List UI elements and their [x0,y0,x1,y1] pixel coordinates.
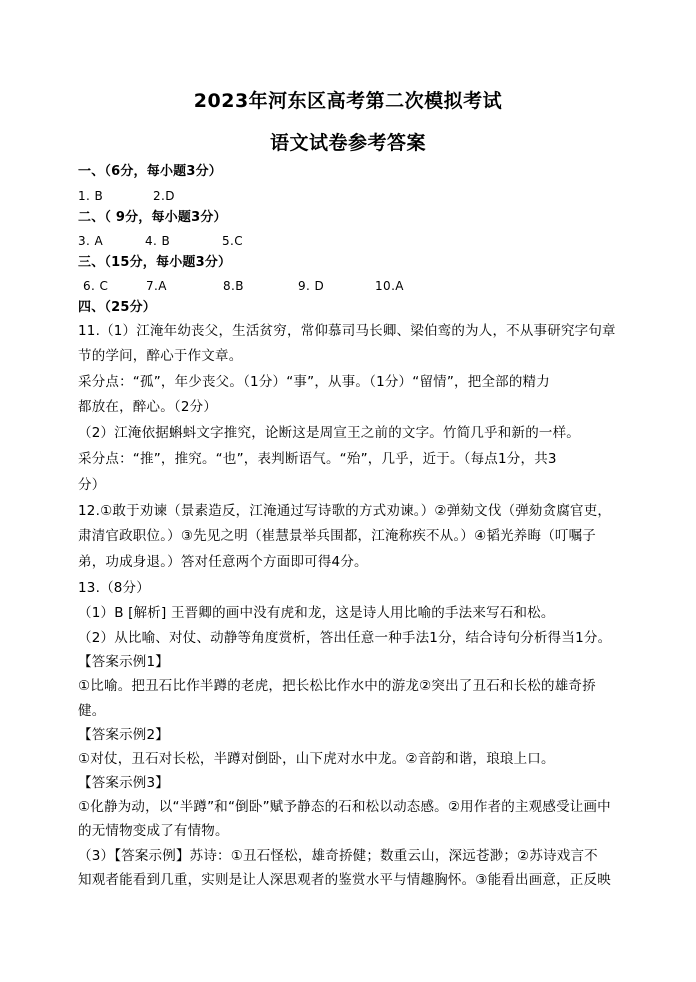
text-line: ①对仗，丑石对长松，半蹲对倒卧，山下虎对水中龙。②音韵和谐，琅琅上口。 [78,751,555,767]
text-line: 【答案示例3】 [78,775,169,791]
text-line: （3）【答案示例】苏诗：①丑石怪松，雄奇挢健；数重云山，深远苍渺；②苏诗戏言不 [78,848,598,864]
text-line: ①比喻。把丑石比作半蹲的老虎，把长松比作水中的游龙②突出了丑石和长松的雄奇挢 [78,678,596,694]
exam-subtitle: 语文试卷参考答案 [269,132,426,154]
text-line: 分） [78,477,106,493]
answer-1: 1. B [78,189,104,203]
answer-row-1 [78,186,175,206]
text-line: 【答案示例2】 [78,727,169,743]
section-one-heading: 一、（6分，每小题3分） [78,164,222,179]
text-line: 健。 [78,703,106,719]
section-three-heading: 三、（15分，每小题3分） [78,255,232,270]
text-line: ①化静为动，以“半蹲”和“倒卧”赋予静态的石和松以动态感。②用作者的主观感受让画中 [78,799,611,815]
answer-2: 2.D [153,189,175,203]
answer-row-2 [78,231,243,251]
answer-4: 4. B [145,234,171,248]
text-line: 【答案示例1】 [78,654,169,670]
answer-row-3 [83,276,404,296]
text-line: （2）从比喻、对仗、动静等角度赏析，答出任意一种手法1分，结合诗句分析得当1分。 [78,630,612,646]
text-line: （1）B [解析] 王晋卿的画中没有虎和龙，这是诗人用比喻的手法来写石和松。 [78,605,555,621]
answer-10: 10.A [375,279,404,293]
text-line: 知观者能看到几重，实则是让人深思观者的鉴赏水平与情趣胸怀。③能看出画意，正反映 [78,872,611,888]
text-line: 采分点：“推”，推究。“也”，表判断语气。“殆”，几乎，近于。（每点1分，共3 [78,451,557,467]
answer-9: 9. D [298,279,325,293]
text-line: 肃清官政职位。）③先见之明（崔慧景举兵围都，江淹称疾不从。）④韬光养晦（叮嘱子 [78,528,597,544]
section-four-heading: 四、（25分） [78,300,156,315]
answer-5: 5.C [222,234,244,248]
answer-3: 3. A [78,234,104,248]
text-line: （2）江淹依据蝌蚪文字推究，论断这是周宣王之前的文字。竹简几乎和新的一样。 [78,425,580,441]
text-line: 采分点：“孤”，年少丧父。（1分）“事”，从事。（1分）“留情”，把全部的精力 [78,374,550,390]
section-two-heading: 二、（ 9分，每小题3分） [78,210,227,225]
text-line: 12.①敢于劝谏（景素造反，江淹通过写诗歌的方式劝谏。）②弹劾文伐（弹劾贪腐官吏， [78,503,612,519]
answer-6: 6. C [83,279,109,293]
text-line: 弟，功成身退。）答对任意两个方面即可得4分。 [78,554,368,570]
text-line: 13.（8分） [78,580,150,596]
text-line: 都放在，醉心。（2分） [78,399,218,415]
text-line: 的无情物变成了有情物。 [78,823,229,839]
text-line: 11.（1）江淹年幼丧父，生活贫穷，常仰慕司马长卿、梁伯鸾的为人，不从事研究字句章 [78,323,616,339]
answer-7: 7.A [146,279,167,293]
text-line: 节的学问，醉心于作文章。 [78,348,243,364]
answer-8: 8.B [223,279,244,293]
exam-title: 2023年河东区高考第二次模拟考试 [193,90,503,112]
